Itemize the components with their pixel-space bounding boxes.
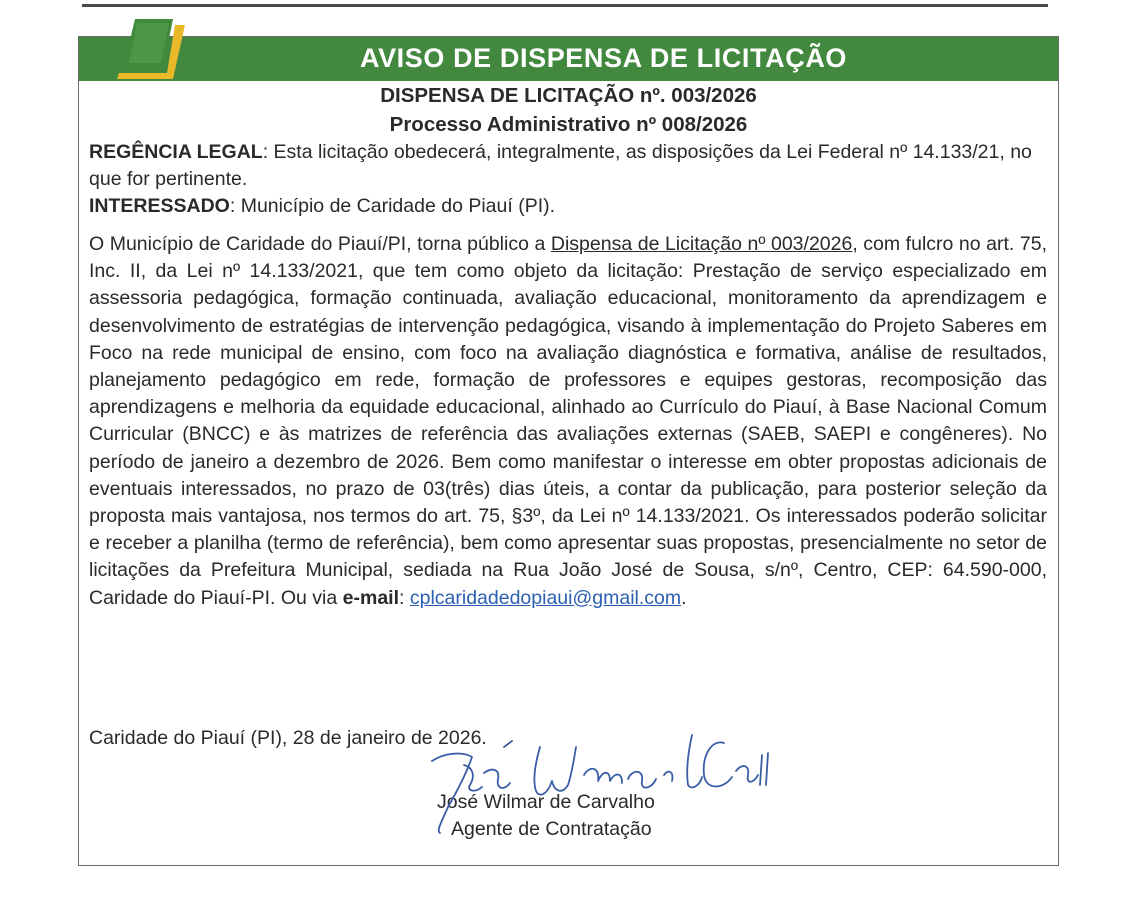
interessado-label: INTERESSADO [89, 195, 230, 217]
notice-title: AVISO DE DISPENSA DE LICITAÇÃO [359, 43, 848, 73]
dispensa-number: DISPENSA DE LICITAÇÃO nº. 003/2026 [380, 84, 757, 107]
regencia-legal [89, 139, 1045, 193]
email-link[interactable]: cplcaridadedopiaui@gmail.com [409, 586, 682, 609]
body-paragraph [89, 231, 1047, 612]
date-line: Caridade do Piauí (PI), 28 de janeiro de 2026. [89, 727, 487, 749]
signatory-name: José Wilmar de Carvalho [437, 791, 655, 813]
dispensa-reference: Dispensa de Licitação nº 003/2026 [550, 233, 853, 255]
interessado-text: : Município de Caridade do Piauí (PI). [229, 195, 556, 217]
body-end: . [681, 586, 687, 609]
email-separator: : [399, 586, 410, 609]
title-banner [79, 37, 1058, 81]
regencia-label: REGÊNCIA LEGAL [89, 141, 263, 163]
logo-icon [115, 17, 187, 81]
processo-number: Processo Administrativo nº 008/2026 [389, 113, 748, 136]
interessado [89, 193, 1045, 220]
top-rule [82, 4, 1048, 7]
body-part1: O Município de Caridade do Piauí/PI, torna público a [89, 233, 551, 255]
notice-box [78, 36, 1059, 866]
email-label: e-mail [342, 586, 399, 609]
body-part2: , com fulcro no art. 75, Inc. II, da Lei nº 14.133/2021, que tem como objeto da licitação: Prestação de serviço especializado em assessoria pedagógica, formação continuada, avaliação educacional, monitoramento da aprendizagem e desenvolvimento de estratégias de intervenção pedagógica, visando à implementação do Projeto Saberes em Foco na rede municipal de ensino, com foco na avaliação diagnóstica e formativa, análise de resultados, planejamento pedagógico em rede, formação de professores e equipes gestoras, recomposição das aprendizagens e melhoria da equidade educacional, alinhado ao Currículo do Piauí, à Base Nacional Comum Curricular (BNCC) e às matrizes de referência das avaliações externas (SAEB, SAEPI e congêneres). No período de janeiro a dezembro de 2026. Bem como manifestar o interesse em obter propostas adicionais de eventuais interessados, no prazo de 03(três) dias úteis, a contar da publicação, para posterior seleção da proposta mais vantajosa, nos termos do art. 75, §3º, da Lei nº 14.133/2021. Os interessados poderão solicitar e receber a planilha (termo de referência), bem como apresentar suas propostas, presencialmente no setor de licitações da Prefeitura Municipal, sediada na Rua João José de Sousa, s/nº, Centro, CEP: 64.590-000, Caridade do Piauí-PI. Ou via [89, 233, 1047, 609]
signatory-role: Agente de Contratação [451, 818, 652, 840]
regencia-text: : Esta licitação obedecerá, integralmente, as disposições da Lei Federal nº 14.133/21, no que for pertinente. [89, 141, 1032, 190]
